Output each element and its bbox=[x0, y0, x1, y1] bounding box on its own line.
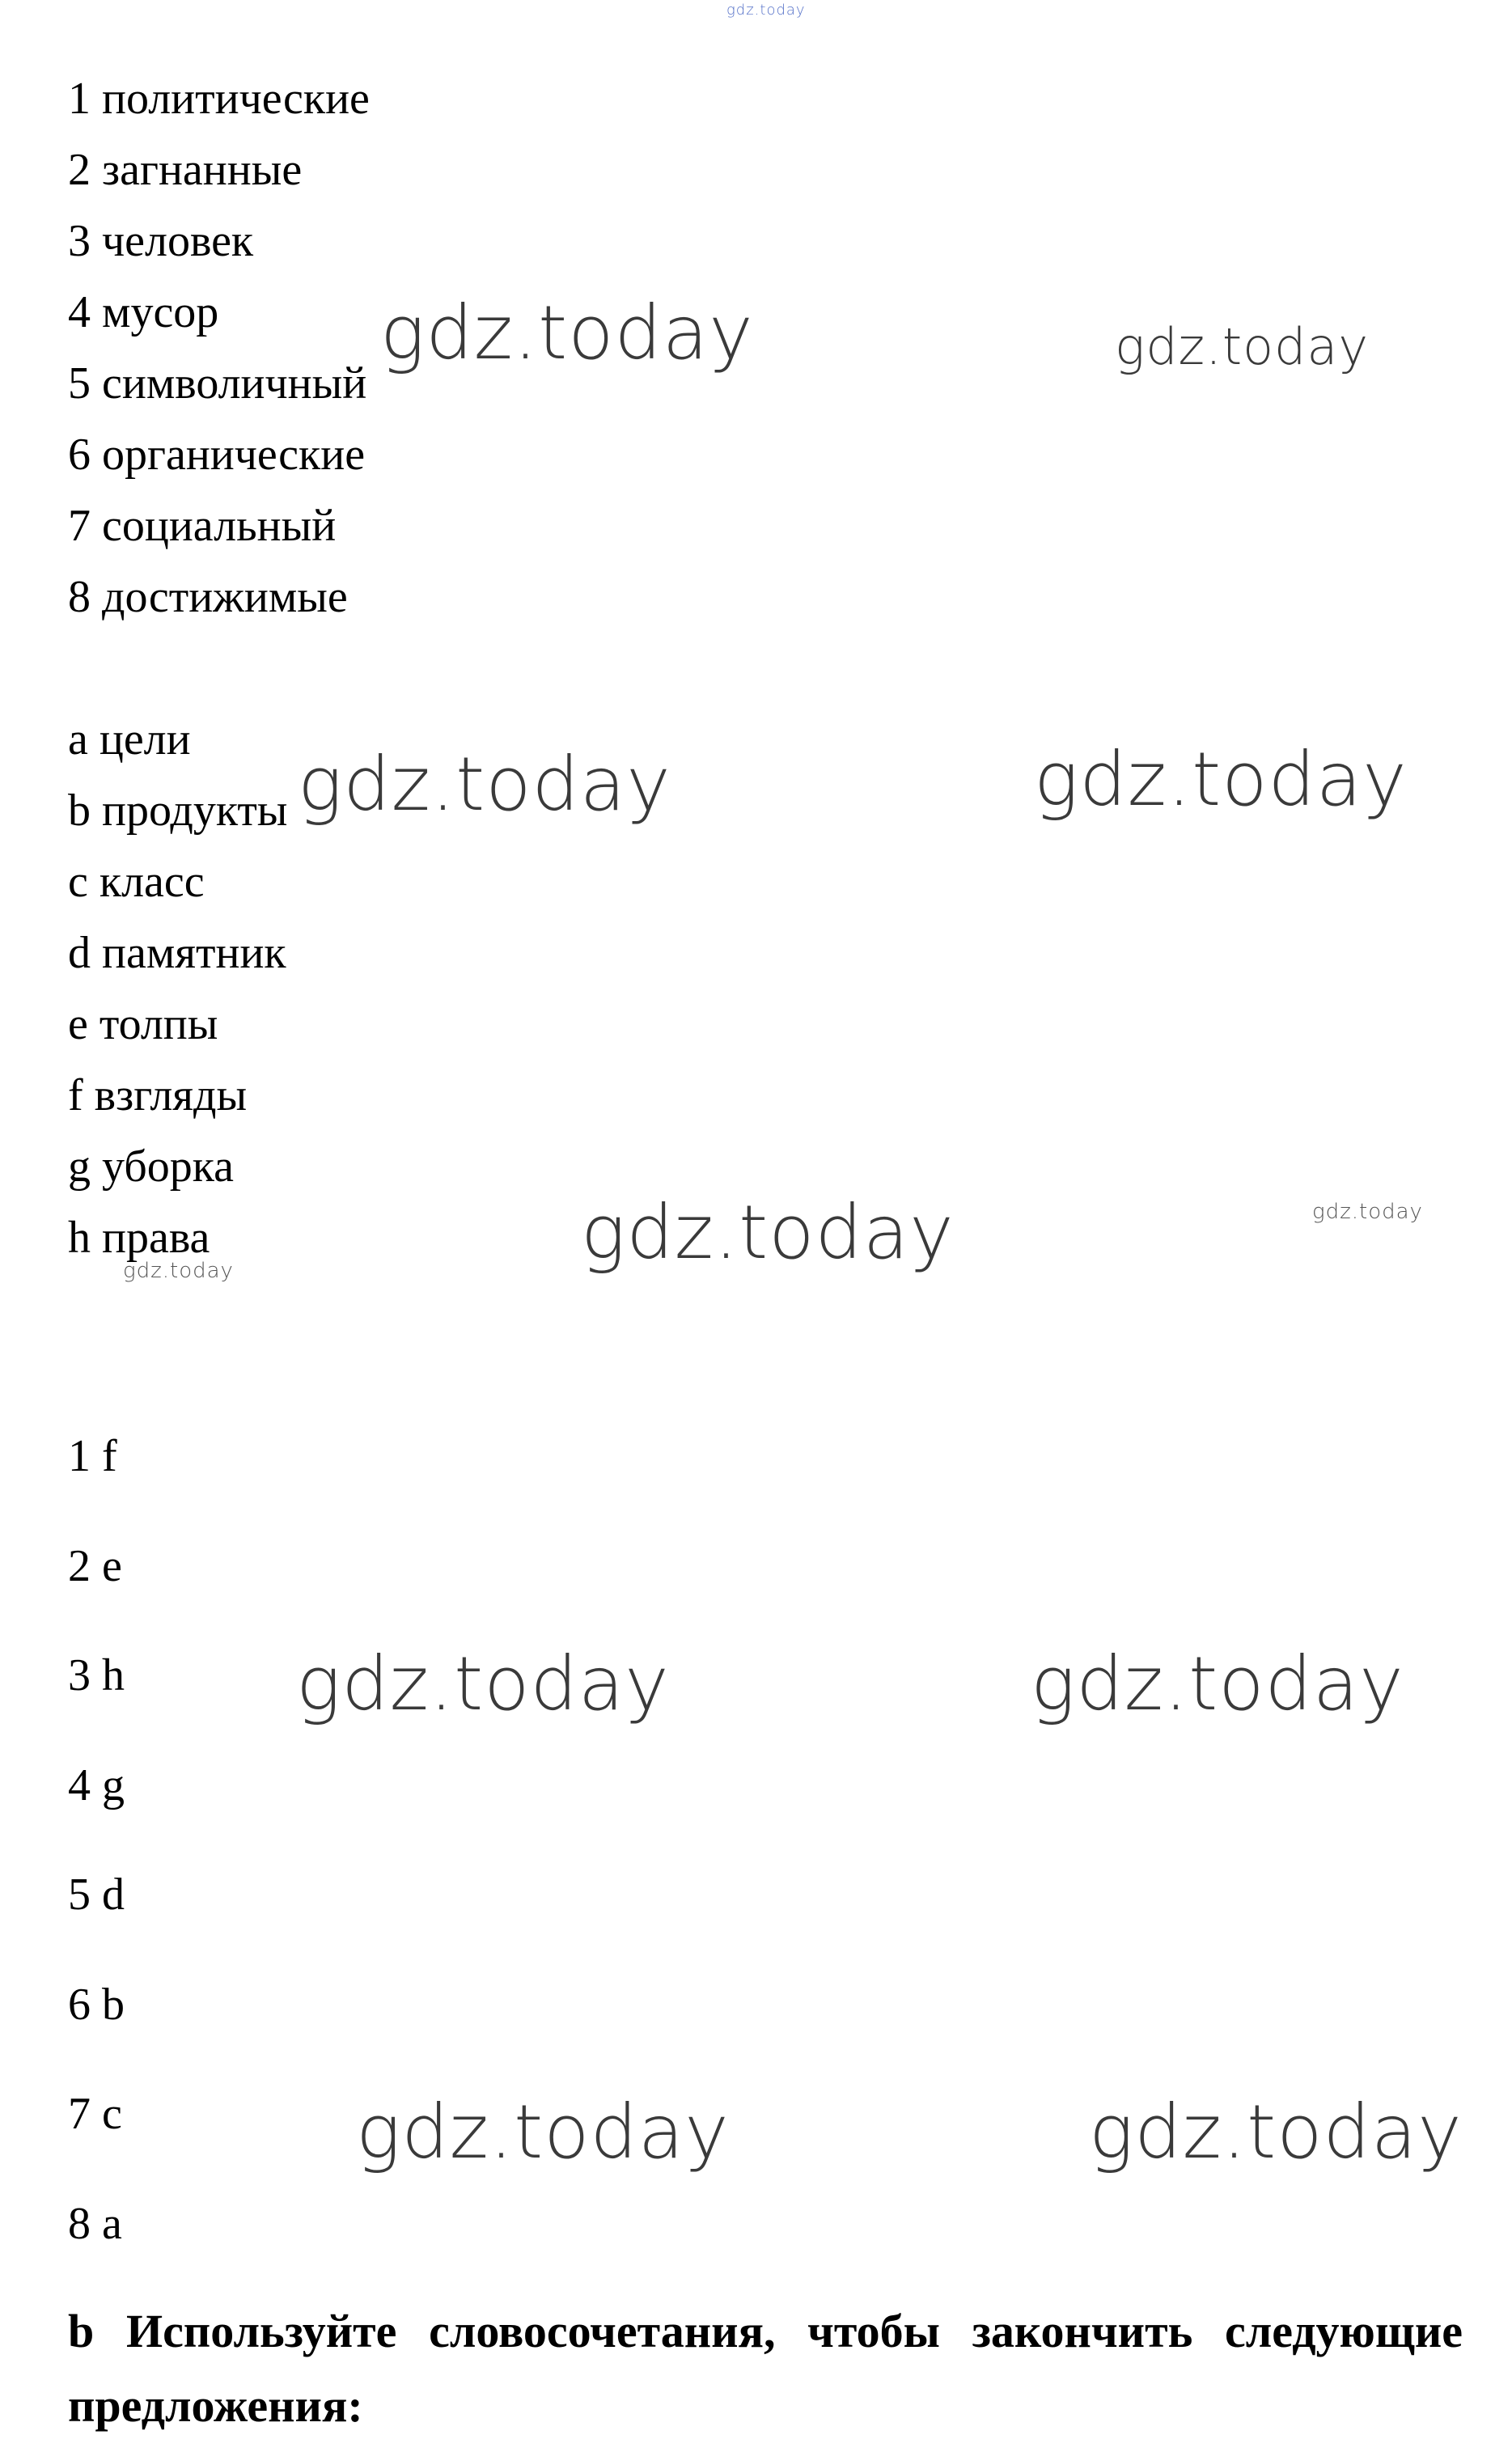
answer-item-4: 4 g bbox=[68, 1760, 125, 1810]
watermark: gdz.today bbox=[1312, 1200, 1423, 1224]
watermark: gdz.today bbox=[298, 741, 671, 828]
letter-item-d: d памятник bbox=[68, 928, 286, 978]
answer-item-6: 6 b bbox=[68, 1980, 125, 2030]
letter-item-g: g уборка bbox=[68, 1141, 234, 1192]
answer-item-5: 5 d bbox=[68, 1870, 125, 1920]
watermark: gdz.today bbox=[296, 1641, 670, 1727]
word-item-5: 5 символичный bbox=[68, 358, 367, 409]
word-item-8: 8 достижимые bbox=[68, 572, 348, 622]
watermark: gdz.today bbox=[380, 290, 754, 376]
word-item-3: 3 человек bbox=[68, 216, 254, 266]
word-item-7: 7 социальный bbox=[68, 501, 337, 551]
answer-item-3: 3 h bbox=[68, 1650, 125, 1700]
answer-item-1: 1 f bbox=[68, 1431, 117, 1481]
watermark-top: gdz.today bbox=[726, 2, 806, 19]
watermark: gdz.today bbox=[123, 1259, 234, 1283]
watermark: gdz.today bbox=[1031, 1641, 1404, 1727]
word-item-6: 6 органические bbox=[68, 430, 366, 480]
letter-item-f: f взгляды bbox=[68, 1070, 248, 1120]
answer-item-2: 2 e bbox=[68, 1541, 122, 1591]
watermark: gdz.today bbox=[356, 2089, 730, 2175]
word-item-4: 4 мусор bbox=[68, 287, 219, 337]
answer-item-7: 7 c bbox=[68, 2089, 122, 2139]
word-item-2: 2 загнанные bbox=[68, 145, 303, 195]
answer-item-8: 8 a bbox=[68, 2199, 122, 2249]
letter-item-a: a цели bbox=[68, 714, 191, 764]
watermark: gdz.today bbox=[1089, 2089, 1463, 2175]
letter-item-b: b продукты bbox=[68, 786, 288, 836]
watermark: gdz.today bbox=[581, 1189, 955, 1276]
instruction-text: b Используйте словосочетания, чтобы закончить следующие предложения: bbox=[68, 2305, 1463, 2432]
watermark: gdz.today bbox=[1034, 736, 1408, 823]
letter-item-e: e толпы bbox=[68, 999, 218, 1049]
word-item-1: 1 политические bbox=[68, 74, 370, 124]
letter-item-c: c класс bbox=[68, 857, 205, 907]
letter-item-h: h права bbox=[68, 1213, 210, 1263]
watermark: gdz.today bbox=[1115, 317, 1370, 376]
